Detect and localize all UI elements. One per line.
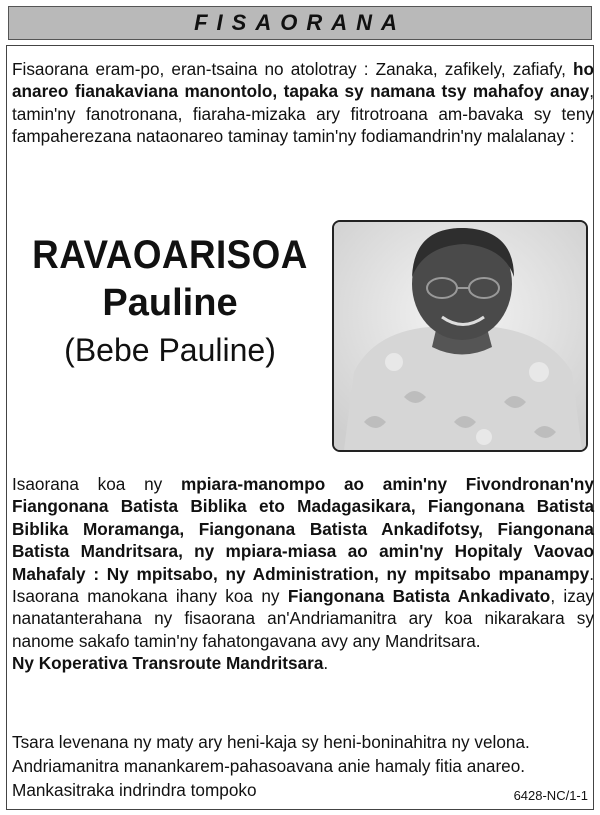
closing-line-1: Tsara levenana ny maty ary heni-kaja sy heni-boninahitra ny velona. bbox=[12, 732, 530, 752]
intro-bold-1: ho anareo fianakaviana manontolo, tapaka sy namana tsy mahafoy anay bbox=[12, 59, 594, 102]
thanks-text-3: , izay nanatanterahana ny fisaorana an'Andriamanitra ary koa nikarakara sy nanome sakafo tamin'ny fahatongavana avy any Mandritsara. bbox=[12, 586, 595, 651]
thanks-bold-1: mpiara-manompo ao amin'ny Fivondronan'ny Fiangonana Batista Biblika eto Madagasikara, Fiangonana Batista Biblika Moramanga, Fiangonana Batista Ankadifotsy, Fiangonana Batista Mandritsara, ny mpiara-miasa ao amin'ny Hopitaly Vaovao Mahafaly : Ny mpitsabo, ny Administration, ny mpitsabo mpanampy bbox=[12, 474, 594, 584]
intro-paragraph bbox=[12, 58, 594, 148]
thanks-bold-3: Ny Koperativa Transroute Mandritsara bbox=[12, 653, 324, 674]
closing-line-3: Mankasitraka indrindra tompoko bbox=[12, 780, 257, 800]
deceased-nickname: (Bebe Pauline) bbox=[64, 332, 276, 368]
intro-text-1: Fisaorana eram-po, eran-tsaina no atolotray : Zanaka, zafikely, zafiafy, bbox=[12, 59, 573, 79]
deceased-firstname: Pauline bbox=[102, 282, 238, 324]
deceased-name-block bbox=[12, 232, 328, 372]
deceased-portrait-photo bbox=[332, 220, 588, 452]
portrait-illustration bbox=[334, 222, 586, 450]
header-title: FISAORANA bbox=[194, 10, 406, 35]
closing-line-2: Andriamanitra manankarem-pahasoavana anie hamaly fitia anareo. bbox=[12, 756, 526, 776]
header-banner bbox=[8, 6, 592, 40]
thanks-text-2: . Isaorana manokana ihany koa ny bbox=[12, 563, 594, 607]
intro-text-2: , tamin'ny fanotronana, fiaraha-mizaka ary fitrotroana am-bavaka sy teny fampaherezana nataonareo taminay tamin'ny fodiamandrin'ny malalanay : bbox=[12, 81, 594, 147]
thanks-bold-2: Fiangonana Batista Ankadivato bbox=[287, 586, 551, 607]
closing-block bbox=[12, 730, 594, 802]
thanks-text-1: Isaorana koa ny bbox=[12, 474, 181, 494]
deceased-surname: RAVAOARISOA bbox=[32, 233, 308, 277]
reference-code: 6428-NC/1-1 bbox=[513, 788, 588, 803]
thanks-text-4: . bbox=[323, 653, 329, 674]
thanks-paragraph bbox=[12, 473, 594, 675]
